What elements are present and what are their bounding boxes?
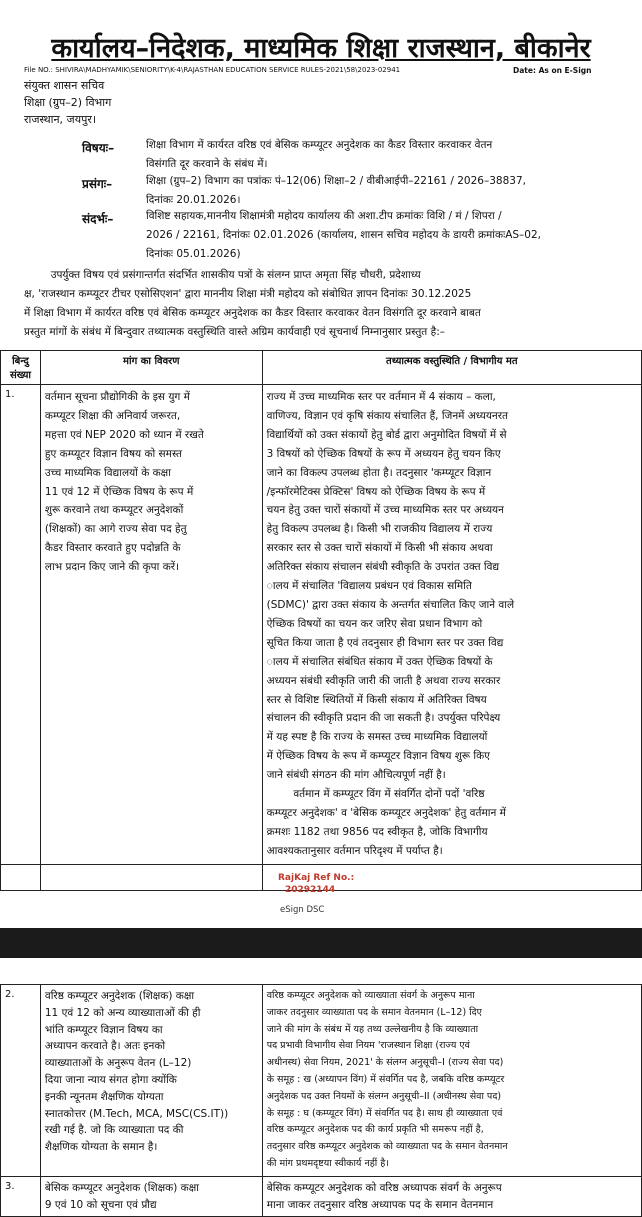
status-line: बेसिक कम्प्यूटर अनुदेशक को वरिष्ठ अध्यापक संवर्ग के अनुरूप	[266, 1181, 502, 1194]
status-line: (SDMC)' द्वारा उक्त संकाय के अन्तर्गत संचालित किए जाने वाले	[266, 598, 515, 611]
rajkaj-ref-label: RajKaj Ref No.:	[278, 873, 355, 883]
demand-line: लाभ प्रदान किए जाने की कृपा करें।	[44, 561, 180, 574]
demand-line: 11 एवं 12 में ऐच्छिक विषय के रूप में	[44, 485, 194, 498]
column-header-demand: मांग का विवरण	[40, 351, 262, 385]
status-line: में यह स्पष्ट है कि राज्य के समस्त उच्च माध्यमिक विद्यालयों	[266, 731, 488, 744]
status-line: अधीनस्थ) सेवा नियम, 2021' के संलग्न अनुसूची–I (राज्य सेवा पद)	[266, 1057, 504, 1069]
demand-line: दिया जाना न्याय संगत होगा क्योंकि	[44, 1073, 177, 1086]
status-line: अध्ययन संबंधी स्वीकृति जारी की जाती है अथवा राज्य सरकार	[266, 674, 501, 687]
status-line: सरकार स्तर से उक्त चारों संकायों में किसी भी संकाय अथवा	[266, 542, 493, 555]
status-line: माना जाकर तदनुसार वरिष्ठ अध्यापक पद के समान वेतनमान	[266, 1198, 494, 1211]
status-line: जाने की मांग के संबंध में यह तथ्य उल्लेखनीय है कि व्याख्याता	[266, 1023, 479, 1035]
status-cell	[262, 385, 641, 865]
demand-line: स्नातकोत्तर (M.Tech, MCA, MSC(CS.IT))	[44, 1107, 229, 1120]
file-number: File NO.: SHIVIRA\MADHYAMIK\SENIORITY\K-4\RAJASTHAN EDUCATION SERVICE RULES-2021\58\2023-02941	[24, 66, 401, 74]
page-break-band	[0, 928, 642, 958]
status-line: ालय में संचालित संबंधित संकाय में उक्त ऐच्छिक विषयों के	[266, 655, 493, 668]
status-cell	[262, 1176, 641, 1217]
status-line: स्तर से विशिष्ट स्थितियों में किसी संकाय में अतिरिक्त विषय	[266, 693, 487, 706]
subject-label: विषयः–	[82, 141, 115, 155]
demand-line: कम्प्यूटर शिक्षा की अनिवार्य जरूरत,	[44, 409, 181, 422]
intro-line: उपर्युक्त विषय एवं प्रसंगान्तर्गत संदर्भित शासकीय पत्रों के संलग्न प्राप्त अमृता सिंह चौधरी, प्रदेशाध्य	[24, 269, 421, 281]
status-line: चयन हेतु उक्त चारों संकायों में उच्च माध्यमिक स्तर पर अध्ययन	[266, 504, 504, 517]
subject-line-2: विसंगति दूर करवाने के संबंध में।	[146, 158, 268, 170]
status-line: अनुदेशक पद उक्त नियमों के संलग्न अनुसूची–II (अधीनस्थ सेवा पद)	[266, 1090, 502, 1102]
intro-paragraph	[24, 266, 634, 342]
status-line: जाने संबंधी संगठन की मांग औचित्यपूर्ण नहीं है।	[266, 769, 446, 782]
context-line-3: दिनांकः 05.01.2026)	[146, 248, 241, 260]
demand-line: रखी गई है. जो कि व्याख्याता पद की	[44, 1124, 184, 1137]
demand-line: महत्ता एवं NEP 2020 को ध्यान में रखते	[44, 428, 204, 441]
status-line: में ऐच्छिक विषय के रूप में कम्प्यूटर विज्ञान विषय शुरू किए	[266, 750, 490, 763]
demand-line: हुए कम्प्यूटर विज्ञान विषय को समस्त	[44, 447, 183, 460]
status-line: वाणिज्य, विज्ञान एवं कृषि संकाय संचालित हैं, जिनमें अध्ययनरत	[266, 409, 509, 422]
document-date: Date: As on E-Sign	[513, 66, 592, 75]
demand-cell	[40, 1176, 262, 1217]
status-line: /इन्फॉरमेटिक्स प्रेक्टिस' विषय को ऐच्छिक विषय के रूप में	[266, 485, 486, 498]
status-line: जाने का विकल्प उपलब्ध होता है। तदनुसार 'कम्प्यूटर विज्ञान	[266, 466, 492, 479]
intro-line: में शिक्षा विभाग में कार्यरत वरिष्ठ एवं बेसिक कम्प्यूटर अनुदेशक का कैडर विस्तार करवाकर वेतन विसंगति दूर करवाने बाबत	[24, 307, 481, 319]
status-line: जाकर तदनुसार व्याख्याता पद के समान वेतनमान (L–12) दिए	[266, 1006, 482, 1018]
status-line: हेतु विकल्प उपलब्ध है। किसी भी राजकीय विद्यालय में राज्य	[266, 523, 493, 536]
demand-line: शुरू करवाने तथा कम्प्यूटर अनुदेशकों	[44, 504, 184, 517]
demand-cell	[40, 385, 262, 865]
demand-cell	[40, 985, 262, 1177]
table-row	[1, 1176, 642, 1217]
status-line: 3 विषयों को ऐच्छिक विषयों के रूप में अध्ययन हेतु चयन किए	[266, 447, 501, 460]
demand-line: इनकी न्यूनतम शैक्षणिक योग्यता	[44, 1090, 164, 1103]
demand-line: उच्च माध्यमिक विद्यालयों के कक्षा	[44, 466, 171, 479]
demands-table	[0, 350, 642, 891]
table-header-row	[1, 351, 642, 385]
status-line: आवश्यकतानुसार वर्तमान परिदृश्य में पर्याप्त है।	[266, 844, 443, 857]
status-line: अतिरिक्त संकाय संचालन संबंधी स्वीकृति के उपरांत उक्त विद्य	[266, 561, 500, 574]
column-header-status: तथ्यात्मक वस्तुस्थिति / विभागीय मत	[262, 351, 641, 385]
addressee-line-1: संयुक्त शासन सचिव	[24, 79, 105, 92]
demand-line: वरिष्ठ कम्प्यूटर अनुदेशक (शिक्षक) कक्षा	[44, 990, 195, 1002]
empty-cell	[40, 864, 262, 890]
intro-line: प्रस्तुत मांगों के संबंध में बिन्दुवार तथ्यात्मक वस्तुस्थिति वास्ते अग्रिम कार्यवाही एवं सूचनार्थ निम्नानुसार प्रस्तुत है:–	[24, 326, 445, 338]
reference-line-2: दिनांकः 20.01.2026।	[146, 194, 241, 206]
status-line: ालय में संचालित 'विद्यालय प्रबंधन एवं विकास समिति	[266, 580, 472, 593]
subject-line-1: शिक्षा विभाग में कार्यरत वरिष्ठ एवं बेसिक कम्प्यूटर अनुदेशक का कैडर विस्तार करवाकर वेतन	[146, 139, 493, 151]
status-line: संचालन की स्वीकृति प्रदान की जा सकती है। उपर्युक्त परिपेक्ष्य	[266, 712, 501, 725]
status-line: वरिष्ठ कम्प्यूटर अनुदेशक को व्याख्याता संवर्ग के अनुरूप माना	[266, 990, 475, 1001]
demand-line: बेसिक कम्प्यूटर अनुदेशक (शिक्षक) कक्षा	[44, 1181, 199, 1194]
context-line-1: विशिष्ट सहायक,माननीय शिक्षामंत्री महोदय कार्यालय की अशा.टीप क्रमांकः विशि / मं / शिपरा /	[146, 210, 502, 222]
demand-line: कैडर विस्तार करवाते हुए पदोन्नति के	[44, 542, 181, 555]
status-line: विद्यार्थियों को उक्त संकायों हेतु बोर्ड द्वारा अनुमोदित विषयों में से	[266, 428, 507, 441]
demand-line: 11 एवं 12 को अन्य व्याख्याताओं की ही	[44, 1006, 201, 1019]
status-line: ऐच्छिक विषयों का चयन कर जरिए सेवा प्रधान विभाग को	[266, 617, 483, 630]
row-number: 2.	[1, 985, 41, 1177]
demand-line: वर्तमान सूचना प्रौद्योगिकी के इस युग में	[44, 391, 190, 403]
demand-line: 9 एवं 10 को सूचना एवं प्रौद्य	[44, 1198, 157, 1211]
demands-table-continued	[0, 984, 642, 1217]
reference-line-1: शिक्षा (ग्रुप–2) विभाग का पत्रांकः पं–12(06) शिक्षा–2 / वीबीआईपी–22161 / 2026–38837,	[146, 175, 526, 187]
row-number: 3.	[1, 1176, 41, 1217]
context-line-2: 2026 / 22161, दिनांकः 02.01.2026 (कार्यालय, शासन सचिव महोदय के डायरी क्रमांकःAS–02,	[146, 229, 541, 241]
table-row	[1, 385, 642, 865]
office-title: कार्यालय–निदेशक, माध्यमिक शिक्षा राजस्थान, बीकानेर	[51, 33, 591, 64]
status-line: सूचित किया जाता है एवं तदनुसार ही विभाग स्तर पर उक्त विद्य	[266, 636, 504, 649]
status-line: क्रमशः 1182 तथा 9856 पद स्वीकृत है, जोकि विभागीय	[266, 825, 488, 838]
demand-line: अध्यापन करवाते है। अतः इनको	[44, 1040, 166, 1053]
status-line: कम्प्यूटर अनुदेशक' व 'बेसिक कम्प्यूटर अनुदेशक' हेतु वर्तमान में	[266, 806, 506, 819]
status-line: के समूह : घ (कम्प्यूटर विंग) में संवर्गित पद है। साथ ही व्याख्याता एवं	[266, 1107, 503, 1119]
demand-line: (शिक्षकों) का आगे राज्य सेवा पद हेतु	[44, 523, 187, 536]
status-line: की मांग प्रथमदृष्टया स्वीकार्य नहीं है।	[266, 1157, 389, 1169]
reference-label: प्रसंगः–	[82, 177, 113, 191]
table-row	[1, 985, 642, 1177]
status-line: राज्य में उच्च माध्यमिक स्तर पर वर्तमान में 4 संकाय – कला,	[266, 391, 496, 403]
esign-label: eSign DSC	[280, 905, 325, 915]
document-page-2	[0, 958, 642, 1211]
addressee-line-3: राजस्थान, जयपुर।	[24, 113, 97, 126]
context-label: संदर्भः–	[82, 212, 114, 226]
demand-line: व्याख्याताओं के अनुरूप वेतन (L–12)	[44, 1057, 192, 1070]
row-number: 1.	[1, 385, 41, 865]
demand-line: भांति कम्प्यूटर विज्ञान विषय का	[44, 1023, 163, 1036]
status-line: के समूह : ख (अध्यापन विंग) में संवर्गित पद है, जबकि वरिष्ठ कम्प्यूटर	[266, 1073, 505, 1085]
status-line: पद प्रभावी विभागीय सेवा नियम 'राजस्थान शिक्षा (राज्य एवं	[266, 1040, 470, 1052]
demand-line: शैक्षणिक योग्यता के समान है।	[44, 1141, 158, 1154]
rajkaj-ref-number: 20292144	[285, 885, 336, 895]
empty-cell	[1, 864, 41, 890]
addressee-line-2: शिक्षा (ग्रुप–2) विभाग	[24, 96, 112, 109]
status-line: वर्तमान में कम्प्यूटर विंग में संवर्गित दोनों पदों 'वरिष्ठ	[266, 788, 485, 801]
column-header-serial: बिन्दु संख्या	[1, 351, 41, 385]
intro-line: क्ष, 'राजस्थान कम्प्यूटर टीचर एसोसिएशन' द्वारा माननीय शिक्षा मंत्री महोदय को संबोधित ज्ञापन दिनांकः 30.12.2025	[24, 288, 472, 300]
status-line: तदनुसार वरिष्ठ कम्प्यूटर अनुदेशक को व्याख्याता पद के समान वेतनमान	[266, 1141, 508, 1153]
status-cell	[262, 985, 641, 1177]
status-line: वरिष्ठ कम्प्यूटर अनुदेशक पद की कार्य प्रकृति भी समरूप नहीं है,	[266, 1124, 484, 1136]
